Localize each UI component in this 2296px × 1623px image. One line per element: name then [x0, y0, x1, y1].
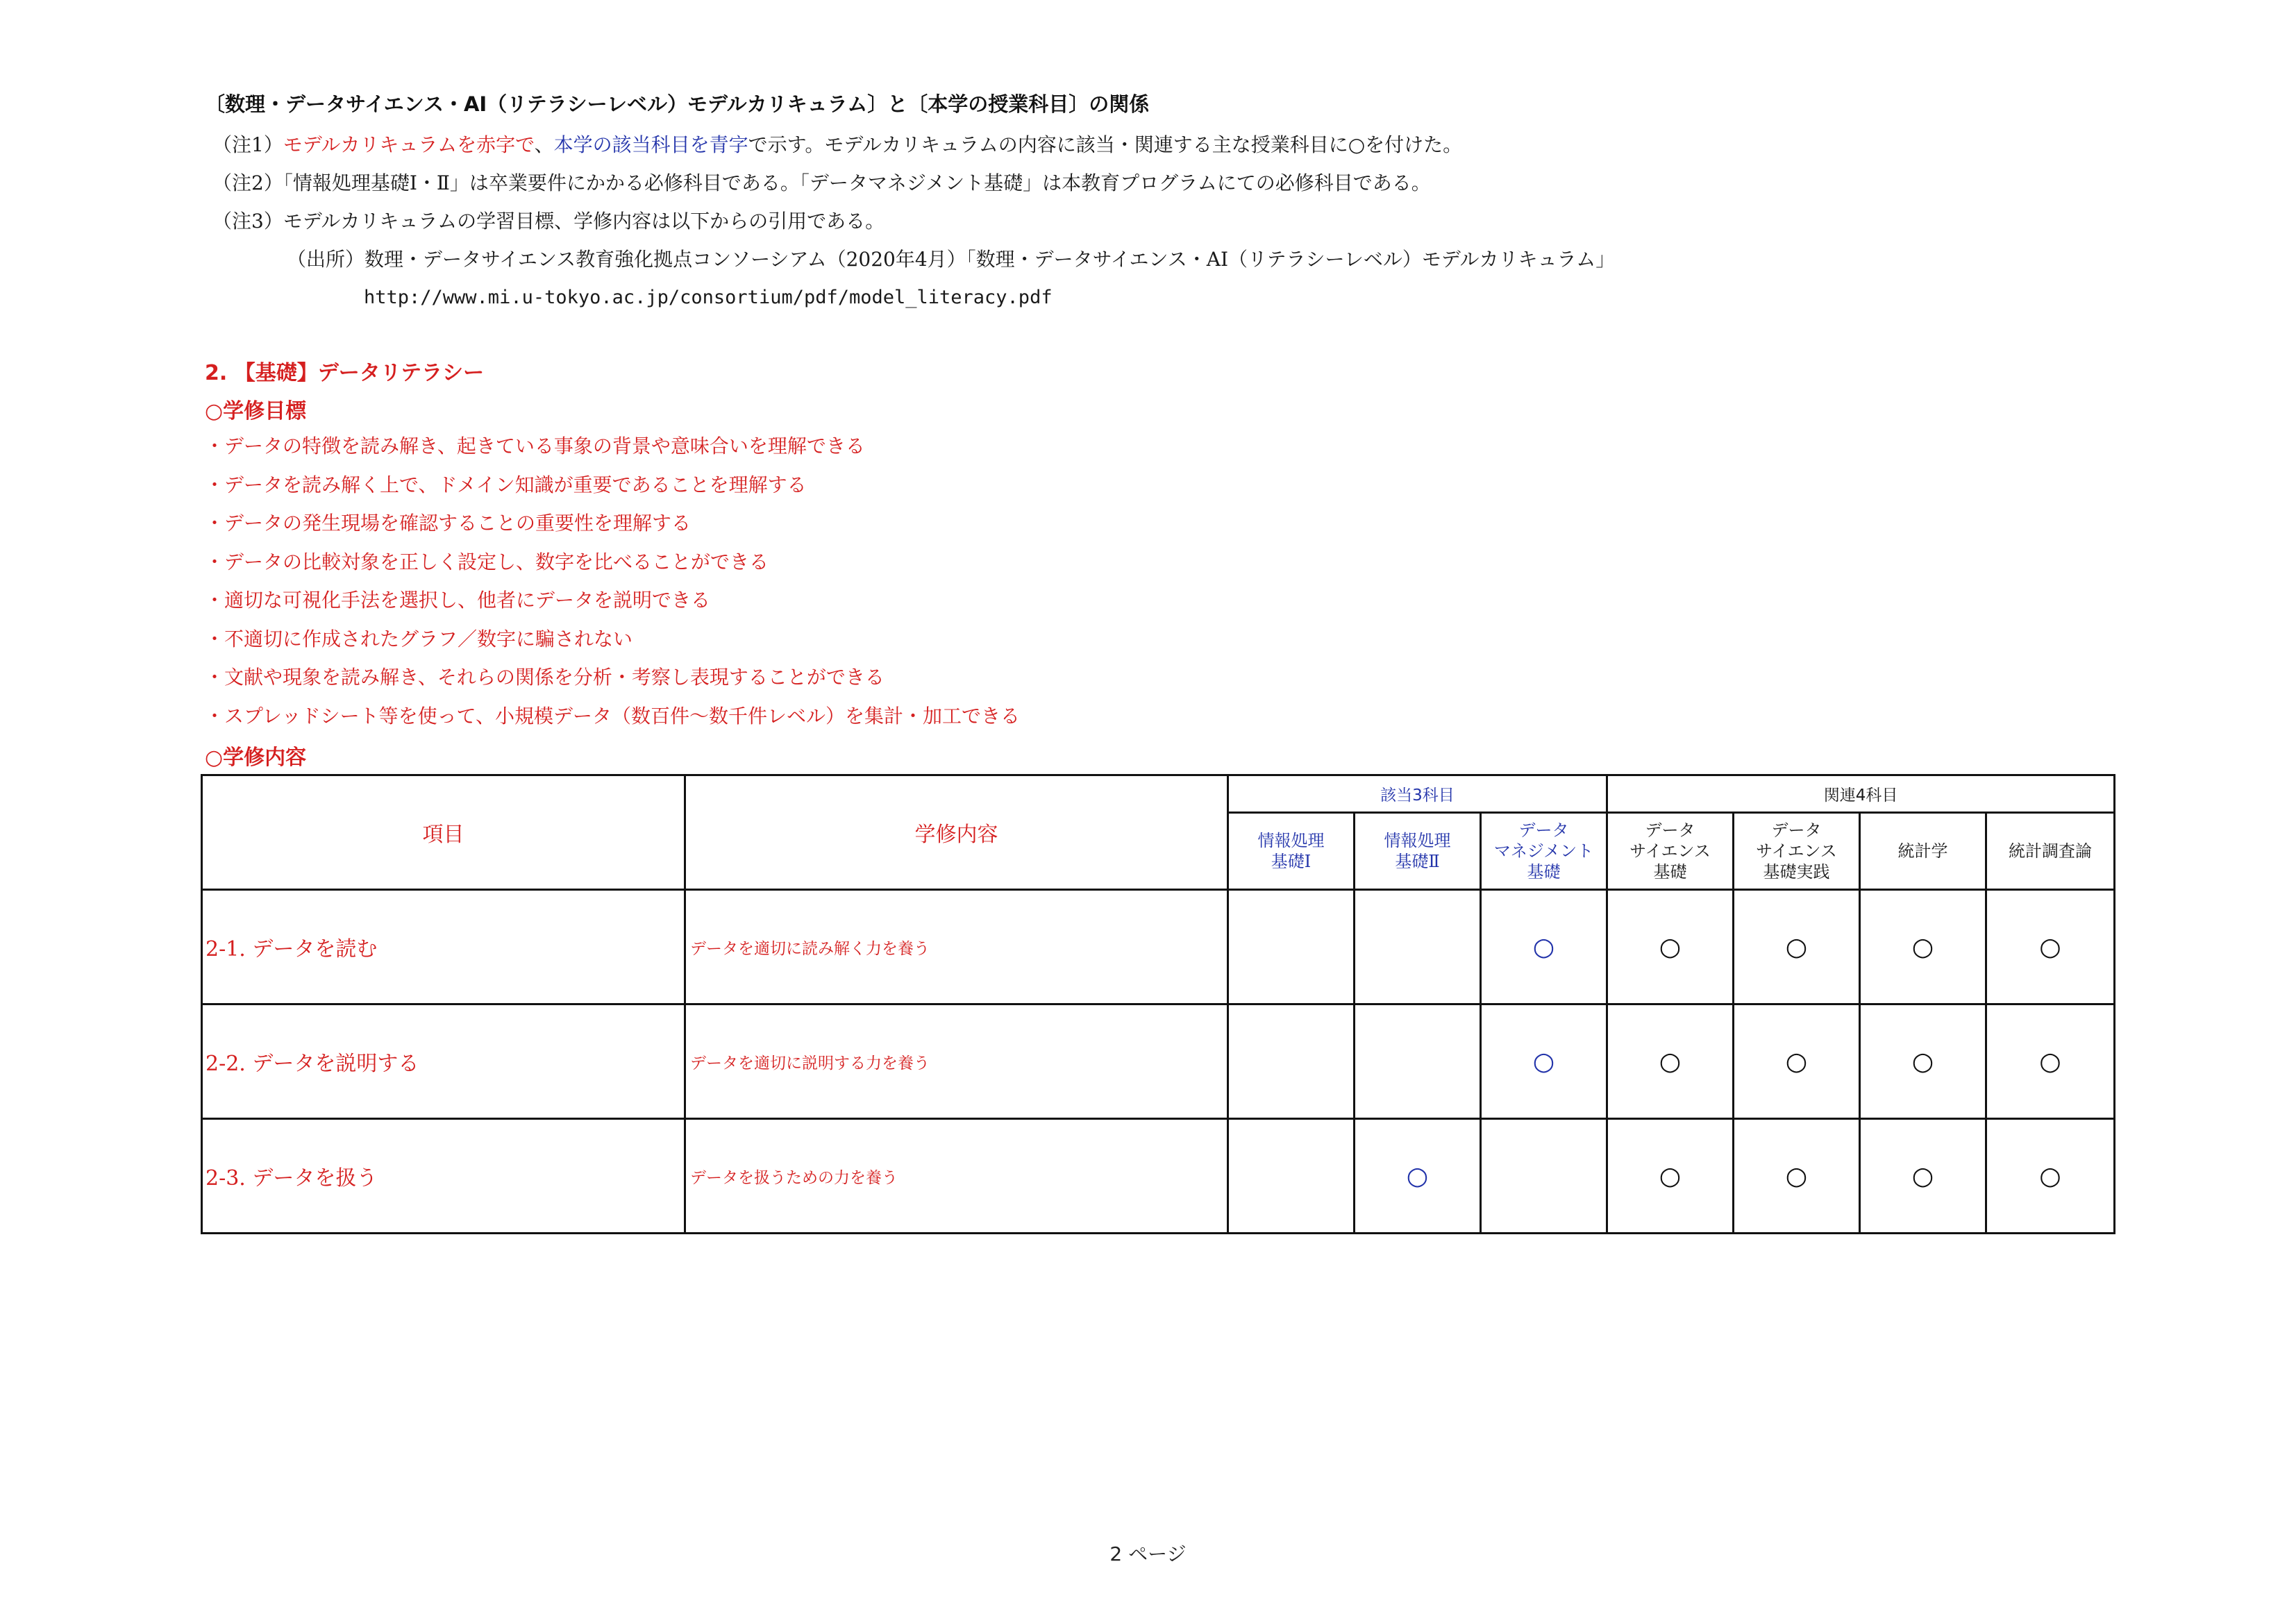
header-course-info1 [1228, 813, 1355, 890]
course-line: 基礎Ⅱ [1395, 852, 1440, 871]
header-course-statistics [1860, 813, 1986, 890]
course-line: データ [1518, 821, 1569, 840]
course-line: マネジメント [1493, 841, 1594, 861]
row-content: データを適切に説明する力を養う [685, 1004, 1228, 1119]
mark-cell: ○ [1734, 890, 1860, 1004]
course-line: サイエンス [1629, 841, 1711, 861]
goal-item: ・不適切に作成されたグラフ／数字に騙されない [205, 627, 633, 650]
goal-item: ・スプレッドシート等を使って、小規模データ（数百件～数千件レベル）を集計・加工できる [205, 704, 1021, 728]
row-item: 2-2. データを説明する [202, 1004, 685, 1119]
header-content: 学修内容 [685, 775, 1228, 890]
header-course-ds-basic [1607, 813, 1734, 890]
header-course-info2 [1355, 813, 1481, 890]
table-row [202, 1119, 2115, 1234]
note-1-red-text: モデルカリキュラムを赤字で [283, 133, 535, 156]
mark-cell: ○ [1986, 1119, 2115, 1234]
note-1-rest: で示す。モデルカリキュラムの内容に該当・関連する主な授業科目に○を付けた。 [748, 133, 1463, 156]
goal-item: ・データの発生現場を確認することの重要性を理解する [205, 512, 692, 535]
mark-cell: ○ [1734, 1004, 1860, 1119]
header-course-ds-practice [1734, 813, 1860, 890]
header-course-data-management [1481, 813, 1607, 890]
header-applicable-group: 該当3科目 [1228, 775, 1607, 813]
mark-cell: ○ [1607, 1004, 1734, 1119]
goals-title: ○学修目標 [205, 399, 307, 423]
goal-item: ・データを読み解く上で、ドメイン知識が重要であることを理解する [205, 473, 807, 496]
course-line: 統計調査論 [2009, 841, 2092, 861]
mark-cell: ○ [1986, 890, 2115, 1004]
source-citation: （出所）数理・データサイエンス教育強化拠点コンソーシアム（2020年4月）「数理・データサイエンス・AI（リテラシーレベル）モデルカリキュラム」 [287, 248, 1616, 271]
row-content: データを扱うための力を養う [685, 1119, 1228, 1234]
curriculum-table [201, 774, 2115, 1234]
row-content: データを適切に読み解く力を養う [685, 890, 1228, 1004]
goal-item: ・データの特徴を読み解き、起きている事象の背景や意味合いを理解できる [205, 435, 865, 457]
row-item: 2-1. データを読む [202, 890, 685, 1004]
mark-cell [1228, 1004, 1355, 1119]
mark-cell: ○ [1986, 1004, 2115, 1119]
note-1-separator: 、 [534, 133, 554, 156]
table-row [202, 1004, 2115, 1119]
mark-cell [1228, 890, 1355, 1004]
course-line: データ [1645, 821, 1695, 840]
mark-cell [1228, 1119, 1355, 1234]
goals-list [205, 427, 1020, 735]
note-2: （注2）「情報処理基礎Ⅰ・Ⅱ」は卒業要件にかかる必修科目である。「データマネジメント基礎」は本教育プログラムにての必修科目である。 [212, 171, 1431, 194]
note-3: （注3）モデルカリキュラムの学習目標、学修内容は以下からの引用である。 [212, 210, 885, 233]
mark-cell: ○ [1860, 890, 1986, 1004]
notes-block [212, 126, 1615, 317]
course-line: 情報処理 [1384, 831, 1451, 850]
course-line: 基礎 [1527, 862, 1561, 882]
mark-cell: ○ [1860, 1004, 1986, 1119]
mark-cell [1355, 1004, 1481, 1119]
course-line: データ [1771, 821, 1822, 840]
header-course-survey [1986, 813, 2115, 890]
page-heading: 〔数理・データサイエンス・AI（リテラシーレベル）モデルカリキュラム〕と〔本学の授業科目〕の関係 [205, 92, 1150, 116]
course-line: サイエンス [1756, 841, 1837, 861]
source-url: http://www.mi.u-tokyo.ac.jp/consortium/pdf/model_literacy.pdf [364, 287, 1053, 308]
section-title: 2. 【基礎】データリテラシー [205, 361, 485, 385]
course-line: 基礎 [1653, 862, 1687, 882]
note-1-blue-text: 本学の該当科目を青字 [553, 133, 748, 156]
course-line: 情報処理 [1257, 831, 1325, 850]
content-title: ○学修内容 [205, 746, 307, 770]
row-item: 2-3. データを扱う [202, 1119, 685, 1234]
mark-cell: ○ [1355, 1119, 1481, 1234]
mark-cell: ○ [1607, 1119, 1734, 1234]
course-line: 統計学 [1897, 841, 1948, 861]
mark-cell: ○ [1481, 890, 1607, 1004]
goal-item: ・データの比較対象を正しく設定し、数字を比べることができる [205, 550, 769, 573]
goal-item: ・文献や現象を読み解き、それらの関係を分析・考察し表現することができる [205, 666, 885, 689]
mark-cell: ○ [1734, 1119, 1860, 1234]
mark-cell: ○ [1481, 1004, 1607, 1119]
course-line: 基礎Ⅰ [1271, 852, 1312, 871]
mark-cell [1481, 1119, 1607, 1234]
header-related-group: 関連4科目 [1607, 775, 2115, 813]
note-1 [212, 126, 1615, 164]
mark-cell [1355, 890, 1481, 1004]
table-row [202, 890, 2115, 1004]
page-number: 2 ページ [1109, 1542, 1187, 1565]
mark-cell: ○ [1607, 890, 1734, 1004]
header-item: 項目 [202, 775, 685, 890]
goal-item: ・適切な可視化手法を選択し、他者にデータを説明できる [205, 589, 711, 612]
course-line: 基礎実践 [1763, 862, 1830, 882]
note-1-prefix: （注1） [212, 133, 283, 156]
mark-cell: ○ [1860, 1119, 1986, 1234]
